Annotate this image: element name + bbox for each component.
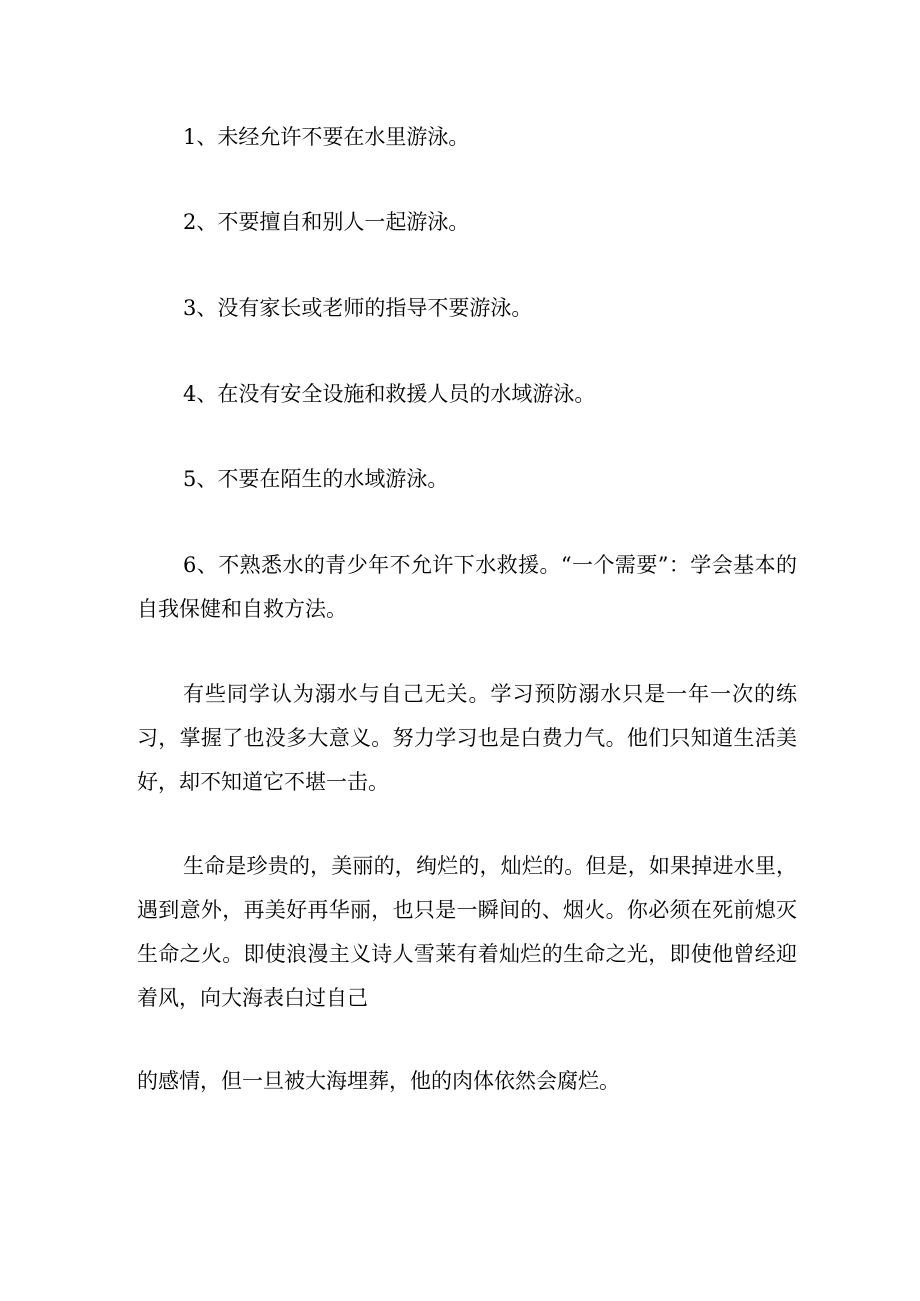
body-paragraph-attitude: 有些同学认为溺水与自己无关。学习预防溺水只是一年一次的练习，掌握了也没多大意义。努力学习也是白费力气。他们只知道生活美好，却不知道它不堪一击。 [137,682,797,794]
rule-6: 6、不熟悉水的青少年不允许下水救援。“一个需要”：学会基本的自我保健和自救方法。 [137,553,797,621]
rule-1: 1、未经允许不要在水里游泳。 [183,125,470,149]
rule-5: 5、不要在陌生的水域游泳。 [183,467,449,491]
rule-4: 4、在没有安全设施和救援人员的水域游泳。 [183,382,596,406]
rule-3: 3、没有家长或老师的指导不要游泳。 [183,296,533,320]
body-paragraph-continuation: 的感情，但一旦被大海埋葬，他的肉体依然会腐烂。 [137,1069,620,1093]
rule-2: 2、不要擅自和别人一起游泳。 [183,210,470,234]
body-paragraph-life: 生命是珍贵的，美丽的，绚烂的，灿烂的。但是，如果掉进水里，遇到意外，再美好再华丽，也只是一瞬间的、烟火。你必须在死前熄灭生命之火。即使浪漫主义诗人雪莱有着灿烂的生命之光，即使他曾经迎着风，向大海表白过自己 [137,854,797,1010]
